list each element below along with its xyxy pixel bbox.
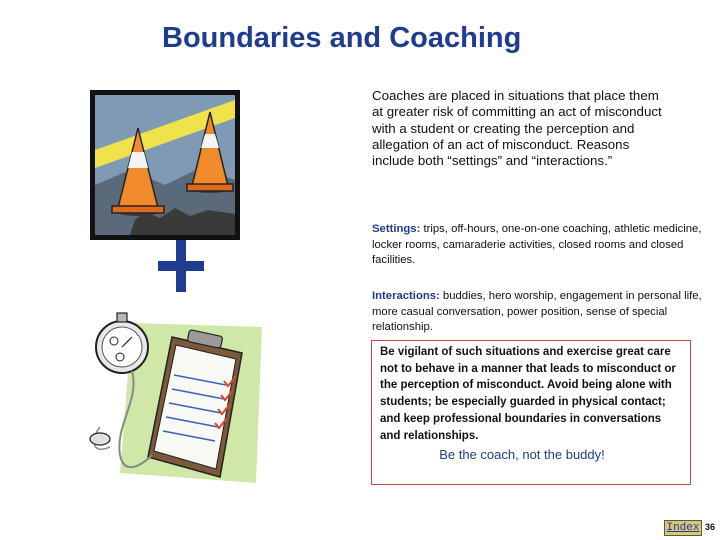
interactions-paragraph [372,289,702,336]
traffic-cones-clipart [90,90,240,240]
index-button[interactable]: Index [664,520,702,536]
page-number: 36 [705,522,716,532]
settings-text: trips, off-hours, one-on-one coaching, athletic medicine, locker rooms, camaraderie activities, closed rooms and closed facilities. [372,223,702,267]
intro-paragraph: Coaches are placed in situations that place them at greater risk of committing an act of misconduct with a student or creating the perception and allegation of an act of misconduct. Reasons include both “settings” and “interactions.” [372,88,662,169]
callout-text: Be vigilant of such situations and exercise great care not to behave in a manner that leads to misconduct or the perception of misconduct. Avoid being alone with students; be especially guarded in physical contact; and keep professional boundaries in conversations and relationships. [380,346,676,442]
page-title: Boundaries and Coaching [162,22,522,54]
settings-label: Settings: [372,223,421,235]
callout-box [371,340,691,485]
interactions-text: buddies, hero worship, engagement in personal life, more casual conversation, power position, sense of special relationship. [372,290,702,334]
clipboard-stopwatch-clipart [80,305,270,485]
interactions-label: Interactions: [372,290,440,302]
plus-icon [158,240,204,292]
callout-tagline: Be the coach, not the buddy! [439,447,605,463]
settings-paragraph [372,222,702,269]
